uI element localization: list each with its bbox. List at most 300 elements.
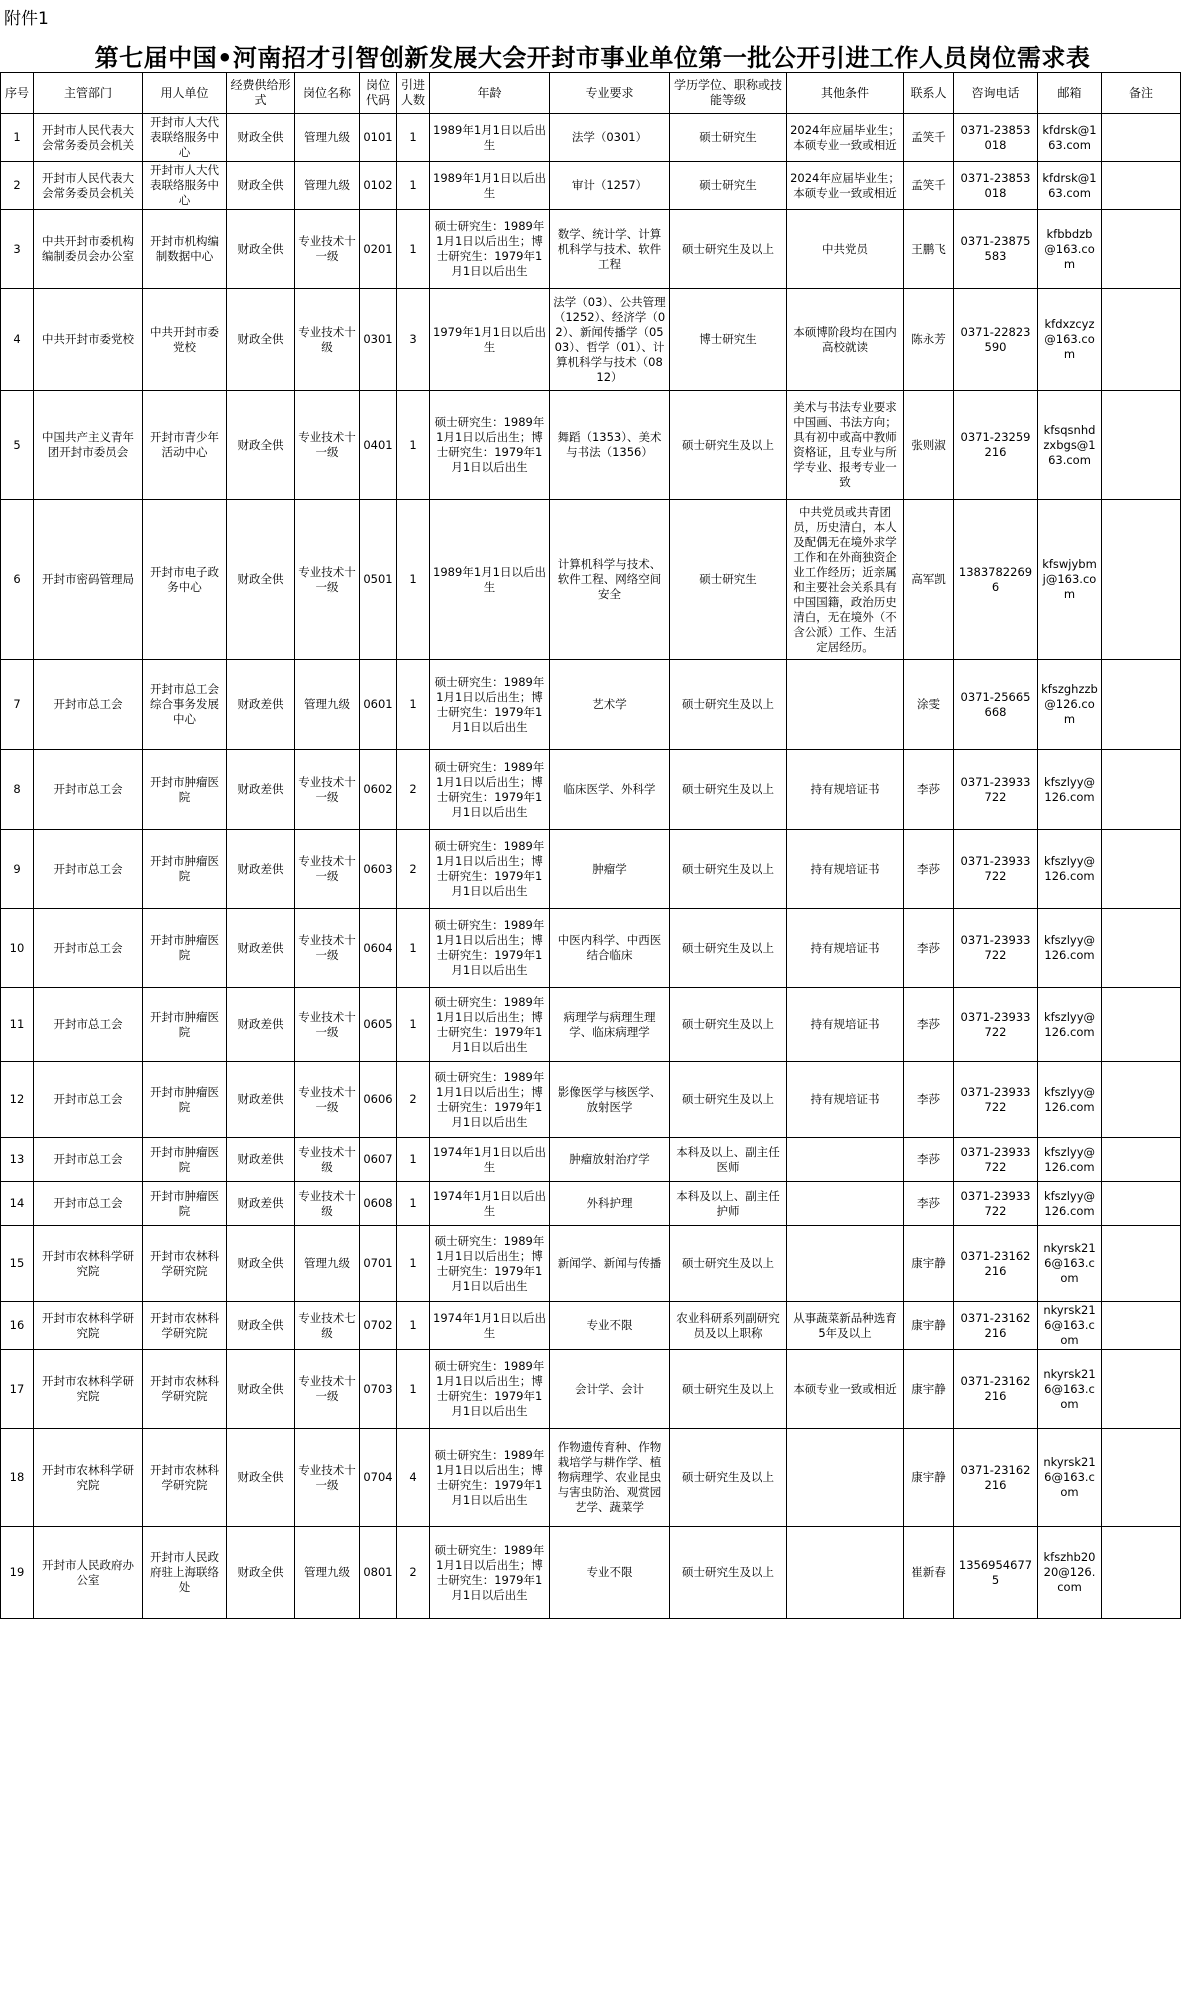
- post-code-cell: 0201: [360, 210, 397, 289]
- phone-cell: 0371-23162216: [954, 1226, 1038, 1302]
- post-code-cell: 0301: [360, 289, 397, 391]
- table-row: [1, 114, 1181, 162]
- other-conditions-cell: [787, 1527, 904, 1619]
- phone-cell: 0371-23933722: [954, 988, 1038, 1062]
- department-cell: 开封市总工会: [34, 830, 143, 909]
- education-cell: 硕士研究生及以上: [670, 1527, 787, 1619]
- age-requirement-cell: 1989年1月1日以后出生: [430, 162, 550, 210]
- education-cell: 硕士研究生及以上: [670, 988, 787, 1062]
- contact-person-cell: 康宇静: [904, 1226, 954, 1302]
- header-cell: 其他条件: [787, 73, 904, 114]
- major-requirement-cell: 法学（0301）: [550, 114, 670, 162]
- table-row: [1, 162, 1181, 210]
- employer-cell: 开封市肿瘤医院: [143, 1182, 227, 1226]
- department-cell: 开封市总工会: [34, 750, 143, 830]
- employer-cell: 开封市农林科学研究院: [143, 1429, 227, 1527]
- table-row: [1, 750, 1181, 830]
- age-requirement-cell: 硕士研究生：1989年1月1日以后出生；博士研究生：1979年1月1日以后出生: [430, 391, 550, 500]
- other-conditions-cell: [787, 1429, 904, 1527]
- remarks-cell: [1102, 1062, 1181, 1138]
- header-cell: 邮箱: [1038, 73, 1102, 114]
- age-requirement-cell: 硕士研究生：1989年1月1日以后出生；博士研究生：1979年1月1日以后出生: [430, 210, 550, 289]
- other-conditions-cell: 持有规培证书: [787, 1062, 904, 1138]
- headcount-cell: 1: [397, 1138, 430, 1182]
- age-requirement-cell: 硕士研究生：1989年1月1日以后出生；博士研究生：1979年1月1日以后出生: [430, 909, 550, 988]
- post-name-cell: 管理九级: [295, 1527, 360, 1619]
- row-number-cell: 17: [1, 1350, 34, 1429]
- remarks-cell: [1102, 391, 1181, 500]
- post-name-cell: 专业技术十级: [295, 1138, 360, 1182]
- major-requirement-cell: 会计学、会计: [550, 1350, 670, 1429]
- row-number-cell: 5: [1, 391, 34, 500]
- headcount-cell: 1: [397, 1302, 430, 1350]
- department-cell: 开封市密码管理局: [34, 500, 143, 660]
- table-row: [1, 988, 1181, 1062]
- header-cell: 学历学位、职称或技能等级: [670, 73, 787, 114]
- headcount-cell: 1: [397, 391, 430, 500]
- phone-cell: 0371-23933722: [954, 1062, 1038, 1138]
- phone-cell: 0371-23933722: [954, 1138, 1038, 1182]
- department-cell: 中国共产主义青年团开封市委员会: [34, 391, 143, 500]
- phone-cell: 0371-23853018: [954, 162, 1038, 210]
- table-row: [1, 1302, 1181, 1350]
- post-name-cell: 专业技术十一级: [295, 1062, 360, 1138]
- table-row: [1, 210, 1181, 289]
- row-number-cell: 16: [1, 1302, 34, 1350]
- headcount-cell: 1: [397, 909, 430, 988]
- major-requirement-cell: 影像医学与核医学、放射医学: [550, 1062, 670, 1138]
- department-cell: 开封市农林科学研究院: [34, 1350, 143, 1429]
- post-code-cell: 0608: [360, 1182, 397, 1226]
- major-requirement-cell: 计算机科学与技术、软件工程、网络空间安全: [550, 500, 670, 660]
- remarks-cell: [1102, 210, 1181, 289]
- funding-cell: 财政全供: [227, 1226, 295, 1302]
- major-requirement-cell: 作物遗传育种、作物栽培学与耕作学、植物病理学、农业昆虫与害虫防治、观赏园艺学、蔬菜学: [550, 1429, 670, 1527]
- header-cell: 主管部门: [34, 73, 143, 114]
- other-conditions-cell: 从事蔬菜新品种选育5年及以上: [787, 1302, 904, 1350]
- phone-cell: 0371-25665668: [954, 660, 1038, 750]
- funding-cell: 财政全供: [227, 500, 295, 660]
- education-cell: 硕士研究生及以上: [670, 1226, 787, 1302]
- table-row: [1, 1062, 1181, 1138]
- education-cell: 硕士研究生: [670, 162, 787, 210]
- header-row: [1, 73, 1181, 114]
- email-cell: kfsqsnhdzxbgs@163.com: [1038, 391, 1102, 500]
- row-number-cell: 8: [1, 750, 34, 830]
- education-cell: 硕士研究生及以上: [670, 1429, 787, 1527]
- funding-cell: 财政全供: [227, 162, 295, 210]
- major-requirement-cell: 艺术学: [550, 660, 670, 750]
- post-code-cell: 0603: [360, 830, 397, 909]
- row-number-cell: 12: [1, 1062, 34, 1138]
- department-cell: 开封市总工会: [34, 988, 143, 1062]
- phone-cell: 0371-23875583: [954, 210, 1038, 289]
- employer-cell: 开封市青少年活动中心: [143, 391, 227, 500]
- remarks-cell: [1102, 1302, 1181, 1350]
- age-requirement-cell: 硕士研究生：1989年1月1日以后出生；博士研究生：1979年1月1日以后出生: [430, 750, 550, 830]
- other-conditions-cell: 持有规培证书: [787, 988, 904, 1062]
- post-code-cell: 0601: [360, 660, 397, 750]
- post-code-cell: 0604: [360, 909, 397, 988]
- education-cell: 本科及以上、副主任医师: [670, 1138, 787, 1182]
- phone-cell: 0371-23259216: [954, 391, 1038, 500]
- phone-cell: 0371-23162216: [954, 1350, 1038, 1429]
- contact-person-cell: 孟笑千: [904, 114, 954, 162]
- row-number-cell: 6: [1, 500, 34, 660]
- department-cell: 开封市总工会: [34, 1138, 143, 1182]
- email-cell: kfszhb2020@126.com: [1038, 1527, 1102, 1619]
- phone-cell: 13837822696: [954, 500, 1038, 660]
- row-number-cell: 3: [1, 210, 34, 289]
- headcount-cell: 1: [397, 660, 430, 750]
- phone-cell: 0371-23162216: [954, 1429, 1038, 1527]
- major-requirement-cell: 肿瘤放射治疗学: [550, 1138, 670, 1182]
- other-conditions-cell: 2024年应届毕业生；本硕专业一致或相近: [787, 114, 904, 162]
- table-row: [1, 1226, 1181, 1302]
- post-name-cell: 专业技术十一级: [295, 750, 360, 830]
- other-conditions-cell: 本硕博阶段均在国内高校就读: [787, 289, 904, 391]
- department-cell: 开封市人民政府办公室: [34, 1527, 143, 1619]
- department-cell: 开封市总工会: [34, 1062, 143, 1138]
- remarks-cell: [1102, 289, 1181, 391]
- email-cell: kfszlyy@126.com: [1038, 750, 1102, 830]
- table-row: [1, 500, 1181, 660]
- other-conditions-cell: 2024年应届毕业生；本硕专业一致或相近: [787, 162, 904, 210]
- headcount-cell: 1: [397, 114, 430, 162]
- remarks-cell: [1102, 1527, 1181, 1619]
- email-cell: kfszlyy@126.com: [1038, 988, 1102, 1062]
- table-row: [1, 909, 1181, 988]
- funding-cell: 财政差供: [227, 1138, 295, 1182]
- education-cell: 硕士研究生及以上: [670, 660, 787, 750]
- employer-cell: 中共开封市委党校: [143, 289, 227, 391]
- funding-cell: 财政全供: [227, 1527, 295, 1619]
- post-code-cell: 0704: [360, 1429, 397, 1527]
- remarks-cell: [1102, 830, 1181, 909]
- age-requirement-cell: 硕士研究生：1989年1月1日以后出生；博士研究生：1979年1月1日以后出生: [430, 1429, 550, 1527]
- age-requirement-cell: 1974年1月1日以后出生: [430, 1138, 550, 1182]
- department-cell: 开封市农林科学研究院: [34, 1429, 143, 1527]
- post-name-cell: 管理九级: [295, 660, 360, 750]
- post-code-cell: 0702: [360, 1302, 397, 1350]
- post-name-cell: 管理九级: [295, 114, 360, 162]
- age-requirement-cell: 硕士研究生：1989年1月1日以后出生；博士研究生：1979年1月1日以后出生: [430, 1527, 550, 1619]
- department-cell: 开封市农林科学研究院: [34, 1302, 143, 1350]
- remarks-cell: [1102, 1226, 1181, 1302]
- funding-cell: 财政差供: [227, 988, 295, 1062]
- row-number-cell: 14: [1, 1182, 34, 1226]
- post-code-cell: 0606: [360, 1062, 397, 1138]
- email-cell: kfszlyy@126.com: [1038, 1062, 1102, 1138]
- table-row: [1, 1350, 1181, 1429]
- remarks-cell: [1102, 1429, 1181, 1527]
- major-requirement-cell: 法学（03）、公共管理（1252）、经济学（02）、新闻传播学（0503）、哲学（01）、计算机科学与技术（0812）: [550, 289, 670, 391]
- age-requirement-cell: 硕士研究生：1989年1月1日以后出生；博士研究生：1979年1月1日以后出生: [430, 1350, 550, 1429]
- funding-cell: 财政差供: [227, 660, 295, 750]
- other-conditions-cell: [787, 1226, 904, 1302]
- phone-cell: 0371-23162216: [954, 1302, 1038, 1350]
- education-cell: 硕士研究生及以上: [670, 1350, 787, 1429]
- contact-person-cell: 孟笑千: [904, 162, 954, 210]
- email-cell: kfswjybmj@163.com: [1038, 500, 1102, 660]
- funding-cell: 财政差供: [227, 909, 295, 988]
- post-code-cell: 0101: [360, 114, 397, 162]
- contact-person-cell: 崔新春: [904, 1527, 954, 1619]
- post-name-cell: 管理九级: [295, 162, 360, 210]
- email-cell: nkyrsk216@163.com: [1038, 1302, 1102, 1350]
- employer-cell: 开封市人民政府驻上海联络处: [143, 1527, 227, 1619]
- remarks-cell: [1102, 162, 1181, 210]
- employer-cell: 开封市肿瘤医院: [143, 1062, 227, 1138]
- funding-cell: 财政全供: [227, 210, 295, 289]
- age-requirement-cell: 硕士研究生：1989年1月1日以后出生；博士研究生：1979年1月1日以后出生: [430, 660, 550, 750]
- headcount-cell: 1: [397, 1226, 430, 1302]
- email-cell: nkyrsk216@163.com: [1038, 1429, 1102, 1527]
- department-cell: 中共开封市委机构编制委员会办公室: [34, 210, 143, 289]
- post-name-cell: 专业技术十一级: [295, 391, 360, 500]
- post-name-cell: 专业技术十级: [295, 289, 360, 391]
- headcount-cell: 1: [397, 210, 430, 289]
- row-number-cell: 4: [1, 289, 34, 391]
- age-requirement-cell: 1974年1月1日以后出生: [430, 1302, 550, 1350]
- employer-cell: 开封市农林科学研究院: [143, 1302, 227, 1350]
- remarks-cell: [1102, 660, 1181, 750]
- major-requirement-cell: 舞蹈（1353）、美术与书法（1356）: [550, 391, 670, 500]
- other-conditions-cell: 持有规培证书: [787, 750, 904, 830]
- table-row: [1, 1138, 1181, 1182]
- post-name-cell: 专业技术十一级: [295, 909, 360, 988]
- education-cell: 硕士研究生及以上: [670, 750, 787, 830]
- header-cell: 序号: [1, 73, 34, 114]
- headcount-cell: 4: [397, 1429, 430, 1527]
- major-requirement-cell: 新闻学、新闻与传播: [550, 1226, 670, 1302]
- funding-cell: 财政差供: [227, 1182, 295, 1226]
- phone-cell: 0371-23853018: [954, 114, 1038, 162]
- major-requirement-cell: 病理学与病理生理学、临床病理学: [550, 988, 670, 1062]
- department-cell: 中共开封市委党校: [34, 289, 143, 391]
- education-cell: 硕士研究生: [670, 114, 787, 162]
- phone-cell: 0371-23933722: [954, 1182, 1038, 1226]
- header-cell: 联系人: [904, 73, 954, 114]
- contact-person-cell: 王鹏飞: [904, 210, 954, 289]
- headcount-cell: 2: [397, 1527, 430, 1619]
- post-code-cell: 0703: [360, 1350, 397, 1429]
- headcount-cell: 1: [397, 1182, 430, 1226]
- header-cell: 引进人数: [397, 73, 430, 114]
- remarks-cell: [1102, 114, 1181, 162]
- contact-person-cell: 李莎: [904, 1138, 954, 1182]
- email-cell: kfdxzcyz@163.com: [1038, 289, 1102, 391]
- funding-cell: 财政全供: [227, 1302, 295, 1350]
- employer-cell: 开封市电子政务中心: [143, 500, 227, 660]
- department-cell: 开封市人民代表大会常务委员会机关: [34, 162, 143, 210]
- attachment-label: 附件1: [4, 9, 49, 29]
- phone-cell: 0371-22823590: [954, 289, 1038, 391]
- major-requirement-cell: 专业不限: [550, 1302, 670, 1350]
- education-cell: 硕士研究生及以上: [670, 391, 787, 500]
- contact-person-cell: 张则淑: [904, 391, 954, 500]
- row-number-cell: 2: [1, 162, 34, 210]
- headcount-cell: 3: [397, 289, 430, 391]
- other-conditions-cell: [787, 1138, 904, 1182]
- funding-cell: 财政差供: [227, 830, 295, 909]
- remarks-cell: [1102, 988, 1181, 1062]
- header-cell: 备注: [1102, 73, 1181, 114]
- funding-cell: 财政全供: [227, 1429, 295, 1527]
- phone-cell: 0371-23933722: [954, 909, 1038, 988]
- post-name-cell: 专业技术十一级: [295, 1350, 360, 1429]
- funding-cell: 财政全供: [227, 391, 295, 500]
- row-number-cell: 19: [1, 1527, 34, 1619]
- employer-cell: 开封市肿瘤医院: [143, 830, 227, 909]
- employer-cell: 开封市人大代表联络服务中心: [143, 162, 227, 210]
- post-code-cell: 0701: [360, 1226, 397, 1302]
- row-number-cell: 7: [1, 660, 34, 750]
- education-cell: 硕士研究生及以上: [670, 210, 787, 289]
- post-name-cell: 专业技术十一级: [295, 830, 360, 909]
- header-cell: 专业要求: [550, 73, 670, 114]
- age-requirement-cell: 1989年1月1日以后出生: [430, 500, 550, 660]
- education-cell: 博士研究生: [670, 289, 787, 391]
- other-conditions-cell: 持有规培证书: [787, 830, 904, 909]
- email-cell: nkyrsk216@163.com: [1038, 1350, 1102, 1429]
- post-code-cell: 0801: [360, 1527, 397, 1619]
- other-conditions-cell: [787, 1182, 904, 1226]
- post-code-cell: 0605: [360, 988, 397, 1062]
- post-code-cell: 0602: [360, 750, 397, 830]
- headcount-cell: 2: [397, 830, 430, 909]
- email-cell: kfdrsk@163.com: [1038, 162, 1102, 210]
- employer-cell: 开封市机构编制数据中心: [143, 210, 227, 289]
- contact-person-cell: 李莎: [904, 830, 954, 909]
- employer-cell: 开封市肿瘤医院: [143, 988, 227, 1062]
- contact-person-cell: 康宇静: [904, 1429, 954, 1527]
- post-code-cell: 0501: [360, 500, 397, 660]
- row-number-cell: 9: [1, 830, 34, 909]
- remarks-cell: [1102, 1350, 1181, 1429]
- employer-cell: 开封市肿瘤医院: [143, 1138, 227, 1182]
- table-row: [1, 660, 1181, 750]
- funding-cell: 财政全供: [227, 1350, 295, 1429]
- remarks-cell: [1102, 500, 1181, 660]
- post-name-cell: 专业技术十一级: [295, 988, 360, 1062]
- email-cell: kfszlyy@126.com: [1038, 909, 1102, 988]
- header-cell: 经费供给形式: [227, 73, 295, 114]
- education-cell: 硕士研究生及以上: [670, 909, 787, 988]
- remarks-cell: [1102, 1138, 1181, 1182]
- employer-cell: 开封市人大代表联络服务中心: [143, 114, 227, 162]
- row-number-cell: 13: [1, 1138, 34, 1182]
- table-row: [1, 1429, 1181, 1527]
- other-conditions-cell: 中共党员或共青团员，历史清白，本人及配偶无在境外求学工作和在外商独资企业工作经历；近亲属和主要社会关系具有中国国籍，政治历史清白，无在境外（不含公派）工作、生活定居经历。: [787, 500, 904, 660]
- department-cell: 开封市农林科学研究院: [34, 1226, 143, 1302]
- post-name-cell: 专业技术十一级: [295, 1429, 360, 1527]
- funding-cell: 财政差供: [227, 750, 295, 830]
- department-cell: 开封市人民代表大会常务委员会机关: [34, 114, 143, 162]
- education-cell: 本科及以上、副主任护师: [670, 1182, 787, 1226]
- post-name-cell: 专业技术七级: [295, 1302, 360, 1350]
- funding-cell: 财政差供: [227, 1062, 295, 1138]
- other-conditions-cell: 中共党员: [787, 210, 904, 289]
- email-cell: kfszlyy@126.com: [1038, 1182, 1102, 1226]
- education-cell: 硕士研究生及以上: [670, 830, 787, 909]
- other-conditions-cell: 美术与书法专业要求中国画、书法方向；具有初中或高中教师资格证，且专业与所学专业、报考专业一致: [787, 391, 904, 500]
- remarks-cell: [1102, 1182, 1181, 1226]
- post-name-cell: 专业技术十级: [295, 1182, 360, 1226]
- post-name-cell: 专业技术十一级: [295, 500, 360, 660]
- row-number-cell: 15: [1, 1226, 34, 1302]
- age-requirement-cell: 硕士研究生：1989年1月1日以后出生；博士研究生：1979年1月1日以后出生: [430, 1226, 550, 1302]
- major-requirement-cell: 临床医学、外科学: [550, 750, 670, 830]
- header-cell: 岗位名称: [295, 73, 360, 114]
- phone-cell: 13569546775: [954, 1527, 1038, 1619]
- email-cell: kfszlyy@126.com: [1038, 1138, 1102, 1182]
- other-conditions-cell: 持有规培证书: [787, 909, 904, 988]
- education-cell: 硕士研究生: [670, 500, 787, 660]
- major-requirement-cell: 肿瘤学: [550, 830, 670, 909]
- age-requirement-cell: 1989年1月1日以后出生: [430, 114, 550, 162]
- age-requirement-cell: 硕士研究生：1989年1月1日以后出生；博士研究生：1979年1月1日以后出生: [430, 830, 550, 909]
- post-code-cell: 0102: [360, 162, 397, 210]
- employer-cell: 开封市农林科学研究院: [143, 1226, 227, 1302]
- employer-cell: 开封市肿瘤医院: [143, 909, 227, 988]
- headcount-cell: 2: [397, 1062, 430, 1138]
- post-name-cell: 专业技术十一级: [295, 210, 360, 289]
- contact-person-cell: 陈永芳: [904, 289, 954, 391]
- department-cell: 开封市总工会: [34, 1182, 143, 1226]
- contact-person-cell: 康宇静: [904, 1350, 954, 1429]
- email-cell: kfbbdzb@163.com: [1038, 210, 1102, 289]
- table-row: [1, 289, 1181, 391]
- post-code-cell: 0607: [360, 1138, 397, 1182]
- row-number-cell: 10: [1, 909, 34, 988]
- remarks-cell: [1102, 750, 1181, 830]
- contact-person-cell: 高军凯: [904, 500, 954, 660]
- major-requirement-cell: 专业不限: [550, 1527, 670, 1619]
- row-number-cell: 1: [1, 114, 34, 162]
- department-cell: 开封市总工会: [34, 909, 143, 988]
- contact-person-cell: 康宇静: [904, 1302, 954, 1350]
- header-cell: 年龄: [430, 73, 550, 114]
- headcount-cell: 1: [397, 500, 430, 660]
- table-row: [1, 1182, 1181, 1226]
- table-row: [1, 830, 1181, 909]
- remarks-cell: [1102, 909, 1181, 988]
- header-cell: 岗位代码: [360, 73, 397, 114]
- contact-person-cell: 李莎: [904, 1062, 954, 1138]
- age-requirement-cell: 1979年1月1日以后出生: [430, 289, 550, 391]
- other-conditions-cell: [787, 660, 904, 750]
- major-requirement-cell: 外科护理: [550, 1182, 670, 1226]
- major-requirement-cell: 数学、统计学、计算机科学与技术、软件工程: [550, 210, 670, 289]
- employer-cell: 开封市农林科学研究院: [143, 1350, 227, 1429]
- headcount-cell: 1: [397, 162, 430, 210]
- header-cell: 咨询电话: [954, 73, 1038, 114]
- education-cell: 硕士研究生及以上: [670, 1062, 787, 1138]
- major-requirement-cell: 审计（1257）: [550, 162, 670, 210]
- job-requirements-table: [0, 72, 1181, 1619]
- table-row: [1, 1527, 1181, 1619]
- headcount-cell: 1: [397, 1350, 430, 1429]
- contact-person-cell: 李莎: [904, 750, 954, 830]
- funding-cell: 财政全供: [227, 289, 295, 391]
- major-requirement-cell: 中医内科学、中西医结合临床: [550, 909, 670, 988]
- phone-cell: 0371-23933722: [954, 830, 1038, 909]
- email-cell: nkyrsk216@163.com: [1038, 1226, 1102, 1302]
- email-cell: kfszlyy@126.com: [1038, 830, 1102, 909]
- funding-cell: 财政全供: [227, 114, 295, 162]
- employer-cell: 开封市总工会综合事务发展中心: [143, 660, 227, 750]
